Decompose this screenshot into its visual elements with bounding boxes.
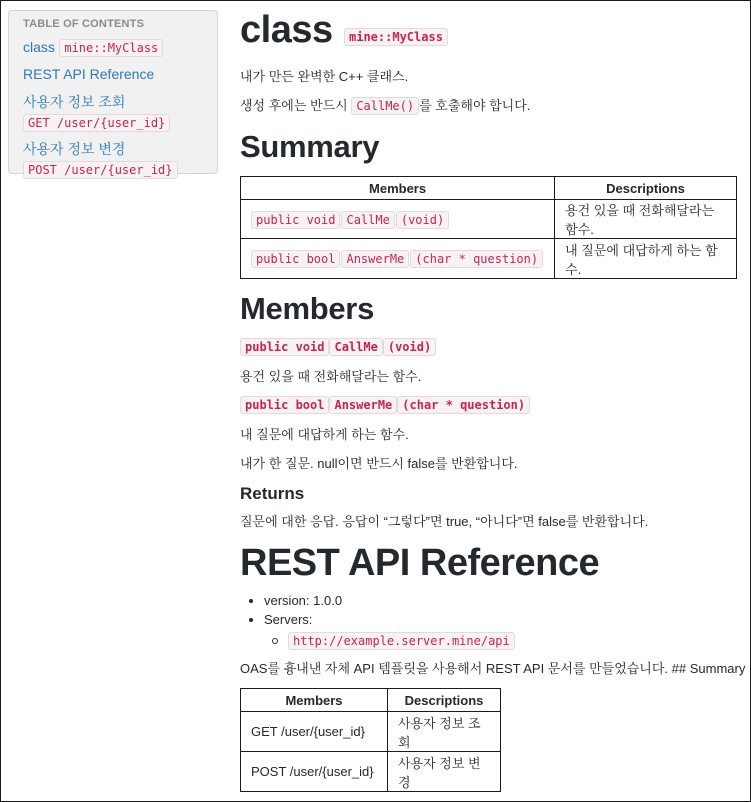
members-heading: Members	[240, 291, 375, 326]
table-row	[241, 752, 501, 792]
summary-desc-cell: 용건 있을 때 전화해달라는 함수.	[555, 200, 737, 239]
summary-member-cell	[241, 200, 555, 239]
rest-th-members: Members	[241, 689, 388, 712]
usage-text-pre: 생성 후에는 반드시	[240, 98, 352, 113]
member-description: 내 질문에 대답하게 하는 함수.	[240, 427, 409, 442]
toc-item-get-user-code[interactable]	[23, 114, 203, 132]
summary-th-descriptions: Descriptions	[555, 177, 737, 200]
rest-th-descriptions: Descriptions	[388, 689, 501, 712]
toc-code-get-user: GET /user/{user_id}	[23, 114, 170, 132]
rest-member-cell: POST /user/{user_id}	[241, 752, 388, 792]
class-usage-note	[240, 97, 530, 115]
servers-label: Servers:	[264, 612, 313, 627]
rest-desc-cell: 사용자 정보 변경	[388, 752, 501, 792]
rest-summary-table	[240, 688, 501, 792]
toc-link-get-user[interactable]: 사용자 정보 조회	[23, 94, 126, 110]
bullet-icon	[249, 599, 253, 603]
toc-code-post-user: POST /user/{user_id}	[23, 161, 178, 179]
list-item	[240, 610, 515, 629]
toc-item-post-user[interactable]	[23, 140, 203, 159]
sig-modifier: public bool	[240, 396, 329, 414]
toc-item-class[interactable]	[23, 38, 203, 57]
list-item	[240, 631, 515, 651]
summary-member-cell	[241, 239, 555, 279]
usage-code: CallMe()	[351, 97, 419, 115]
sig-modifier: public void	[240, 338, 329, 356]
toc-item-rest-api[interactable]	[23, 65, 203, 84]
sig-name: CallMe	[341, 211, 394, 229]
api-info-list	[240, 591, 515, 651]
usage-text-post: 를 호출해야 합니다.	[419, 98, 531, 113]
sig-params: (void)	[383, 338, 436, 356]
member-description: 용건 있을 때 전화해달라는 함수.	[240, 369, 422, 384]
table-of-contents	[8, 10, 218, 177]
sig-name: AnswerMe	[329, 396, 397, 414]
class-heading: class	[240, 9, 333, 51]
summary-heading: Summary	[240, 129, 380, 164]
sig-params: (char * question)	[397, 396, 530, 414]
circle-bullet-icon	[272, 638, 278, 644]
member-signature	[240, 396, 530, 414]
sig-name: AnswerMe	[341, 250, 409, 268]
table-row	[241, 239, 737, 279]
param-note: 내가 한 질문. null이면 반드시 false를 반환합니다.	[240, 456, 518, 471]
rest-table-header	[241, 689, 501, 712]
summary-desc-cell: 내 질문에 대답하게 하는 함수.	[555, 239, 737, 279]
toc-link-post-user[interactable]: 사용자 정보 변경	[23, 141, 126, 157]
rest-api-heading: REST API Reference	[240, 542, 600, 584]
oas-description: OAS를 흉내낸 자체 API 템플릿을 사용해서 REST API 문서를 만들었습니다. ## Summary	[240, 661, 746, 676]
class-intro: 내가 만든 완벽한 C++ 클래스.	[240, 69, 409, 84]
toc-title: TABLE OF CONTENTS	[23, 18, 145, 30]
rest-member-cell: GET /user/{user_id}	[241, 712, 388, 752]
summary-th-members: Members	[241, 177, 555, 200]
toc-item-get-user[interactable]	[23, 93, 203, 112]
toc-item-post-user-code[interactable]	[23, 161, 203, 179]
table-row	[241, 200, 737, 239]
toc-link-rest-api[interactable]: REST API Reference	[23, 66, 155, 82]
toc-code-class: mine::MyClass	[59, 39, 163, 57]
toc-link-class[interactable]: class	[23, 39, 55, 55]
sig-modifier: public bool	[251, 250, 340, 268]
returns-text: 질문에 대한 응답. 응답이 “그렇다”면 true, “아니다”면 false를 반환합니다.	[240, 514, 649, 529]
sig-params: (char * question)	[410, 250, 543, 268]
table-row	[241, 712, 501, 752]
summary-table-header	[241, 177, 737, 200]
sig-modifier: public void	[251, 211, 340, 229]
bullet-icon	[249, 618, 253, 622]
returns-heading: Returns	[240, 484, 305, 503]
version-text: version: 1.0.0	[264, 593, 343, 608]
list-item	[240, 591, 515, 610]
sig-params: (void)	[396, 211, 449, 229]
summary-table	[240, 176, 737, 279]
member-signature	[240, 338, 436, 356]
sig-name: CallMe	[329, 338, 382, 356]
class-name-code: mine::MyClass	[344, 28, 448, 46]
server-url: http://example.server.mine/api	[288, 632, 515, 650]
rest-desc-cell: 사용자 정보 조회	[388, 712, 501, 752]
